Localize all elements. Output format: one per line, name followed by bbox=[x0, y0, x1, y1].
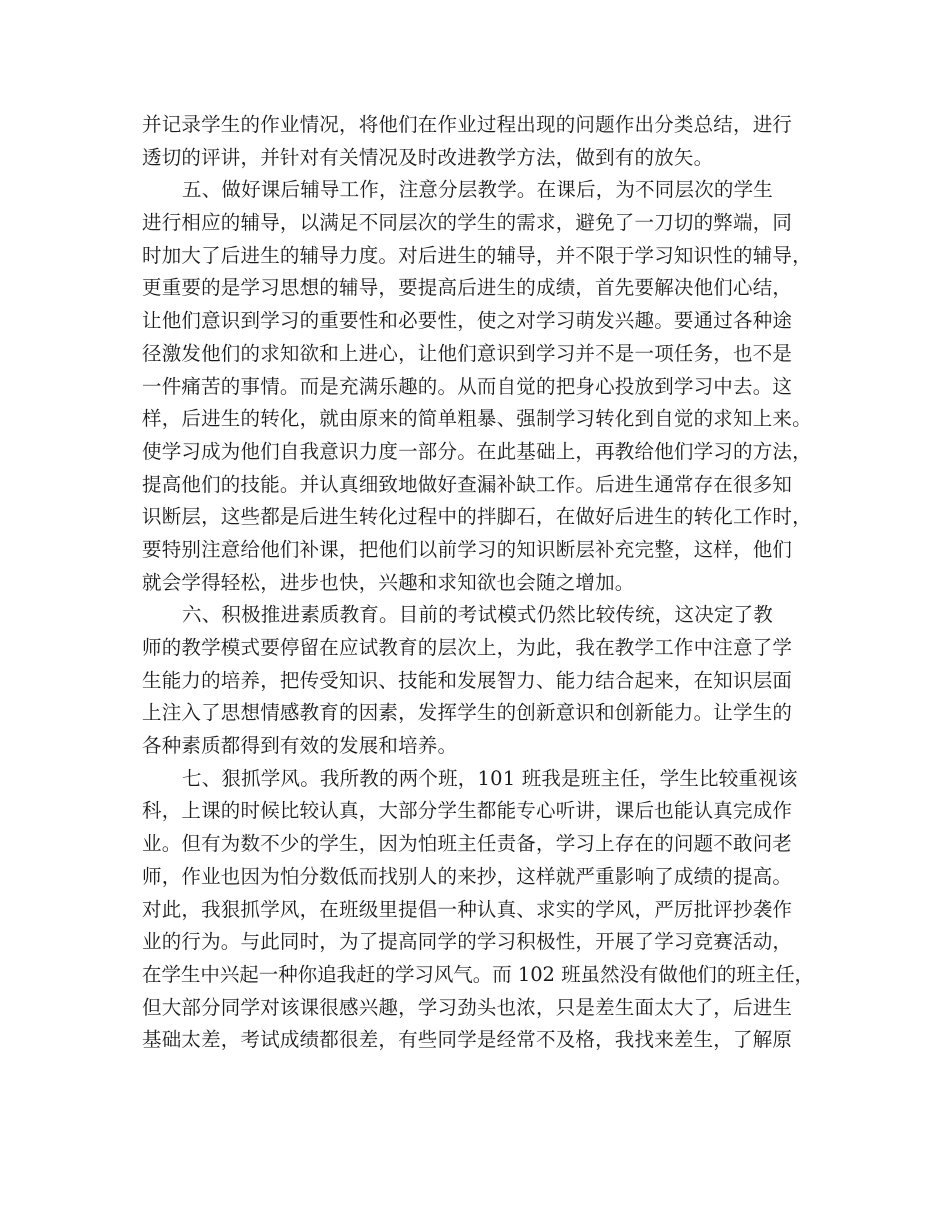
text-line: 业的行为。与此同时，为了提高同学的学习积极性，开展了学习竞赛活动， bbox=[142, 930, 793, 954]
text-line: 要特别注意给他们补课，把他们以前学习的知识断层补充完整，这样，他们 bbox=[142, 537, 793, 561]
text-line: 对此，我狠抓学风，在班级里提倡一种认真、求实的学风，严厉批评抄袭作 bbox=[142, 897, 793, 921]
text-line: 各种素质都得到有效的发展和培养。 bbox=[142, 734, 458, 758]
text-line: 上注入了思想情感教育的因素，发挥学生的创新意识和创新能力。让学生的 bbox=[142, 701, 793, 725]
text-line: 五、做好课后辅导工作，注意分层教学。在课后，为不同层次的学生 bbox=[182, 178, 774, 202]
text-line: 时加大了后进生的辅导力度。对后进生的辅导，并不限于学习知识性的辅导， bbox=[142, 243, 812, 267]
text-line: 更重要的是学习思想的辅导，要提高后进生的成绩，首先要解决他们心结， bbox=[142, 276, 793, 300]
text-line: 业。但有为数不少的学生，因为怕班主任责备，学习上存在的问题不敢问老 bbox=[142, 832, 793, 856]
text-line: 师，作业也因为怕分数低而找别人的来抄，这样就严重影响了成绩的提高。 bbox=[142, 864, 793, 888]
text-line: 使学习成为他们自我意识力度一部分。在此基础上，再教给他们学习的方法， bbox=[142, 439, 812, 463]
text-line: 径激发他们的求知欲和上进心，让他们意识到学习并不是一项任务，也不是 bbox=[142, 341, 793, 365]
text-line: 让他们意识到学习的重要性和必要性，使之对学习萌发兴趣。要通过各种途 bbox=[142, 309, 793, 333]
text-line: 师的教学模式要停留在应试教育的层次上，为此，我在教学工作中注意了学 bbox=[142, 636, 793, 659]
text-line: 就会学得轻松，进步也快，兴趣和求知欲也会随之增加。 bbox=[142, 570, 635, 594]
text-line: 在学生中兴起一种你追我赶的学习风气。而 102 班虽然没有做他们的班主任， bbox=[142, 962, 815, 986]
text-line: 六、积极推进素质教育。目前的考试模式仍然比较传统，这决定了教 bbox=[182, 603, 774, 627]
text-line: 透切的评讲，并针对有关情况及时改进教学方法，做到有的放矢。 bbox=[142, 145, 714, 169]
text-line: 七、狠抓学风。我所教的两个班，101 班我是班主任，学生比较重视该 bbox=[182, 766, 798, 790]
text-line: 生能力的培养，把传受知识、技能和发展智力、能力结合起来，在知识层面 bbox=[142, 668, 793, 692]
text-line: 但大部分同学对该课很感兴趣，学习劲头也浓，只是差生面太大了，后进生 bbox=[142, 995, 793, 1019]
text-line: 样，后进生的转化，就由原来的简单粗暴、强制学习转化到自觉的求知上来。 bbox=[142, 407, 812, 431]
text-line: 识断层，这些都是后进生转化过程中的拌脚石，在做好后进生的转化工作时， bbox=[142, 505, 812, 529]
text-line: 科，上课的时候比较认真，大部分学生都能专心听讲，课后也能认真完成作 bbox=[142, 799, 793, 823]
text-line: 提高他们的技能。并认真细致地做好查漏补缺工作。后进生通常存在很多知 bbox=[142, 472, 793, 496]
text-line: 一件痛苦的事情。而是充满乐趣的。从而自觉的把身心投放到学习中去。这 bbox=[142, 374, 793, 398]
text-line: 进行相应的辅导，以满足不同层次的学生的需求，避免了一刀切的弊端，同 bbox=[142, 211, 793, 235]
text-line: 并记录学生的作业情况，将他们在作业过程出现的问题作出分类总结，进行 bbox=[142, 113, 793, 136]
text-line: 基础太差，考试成绩都很差，有些同学是经常不及格，我找来差生，了解原 bbox=[142, 1028, 793, 1052]
body-text bbox=[142, 109, 814, 1057]
